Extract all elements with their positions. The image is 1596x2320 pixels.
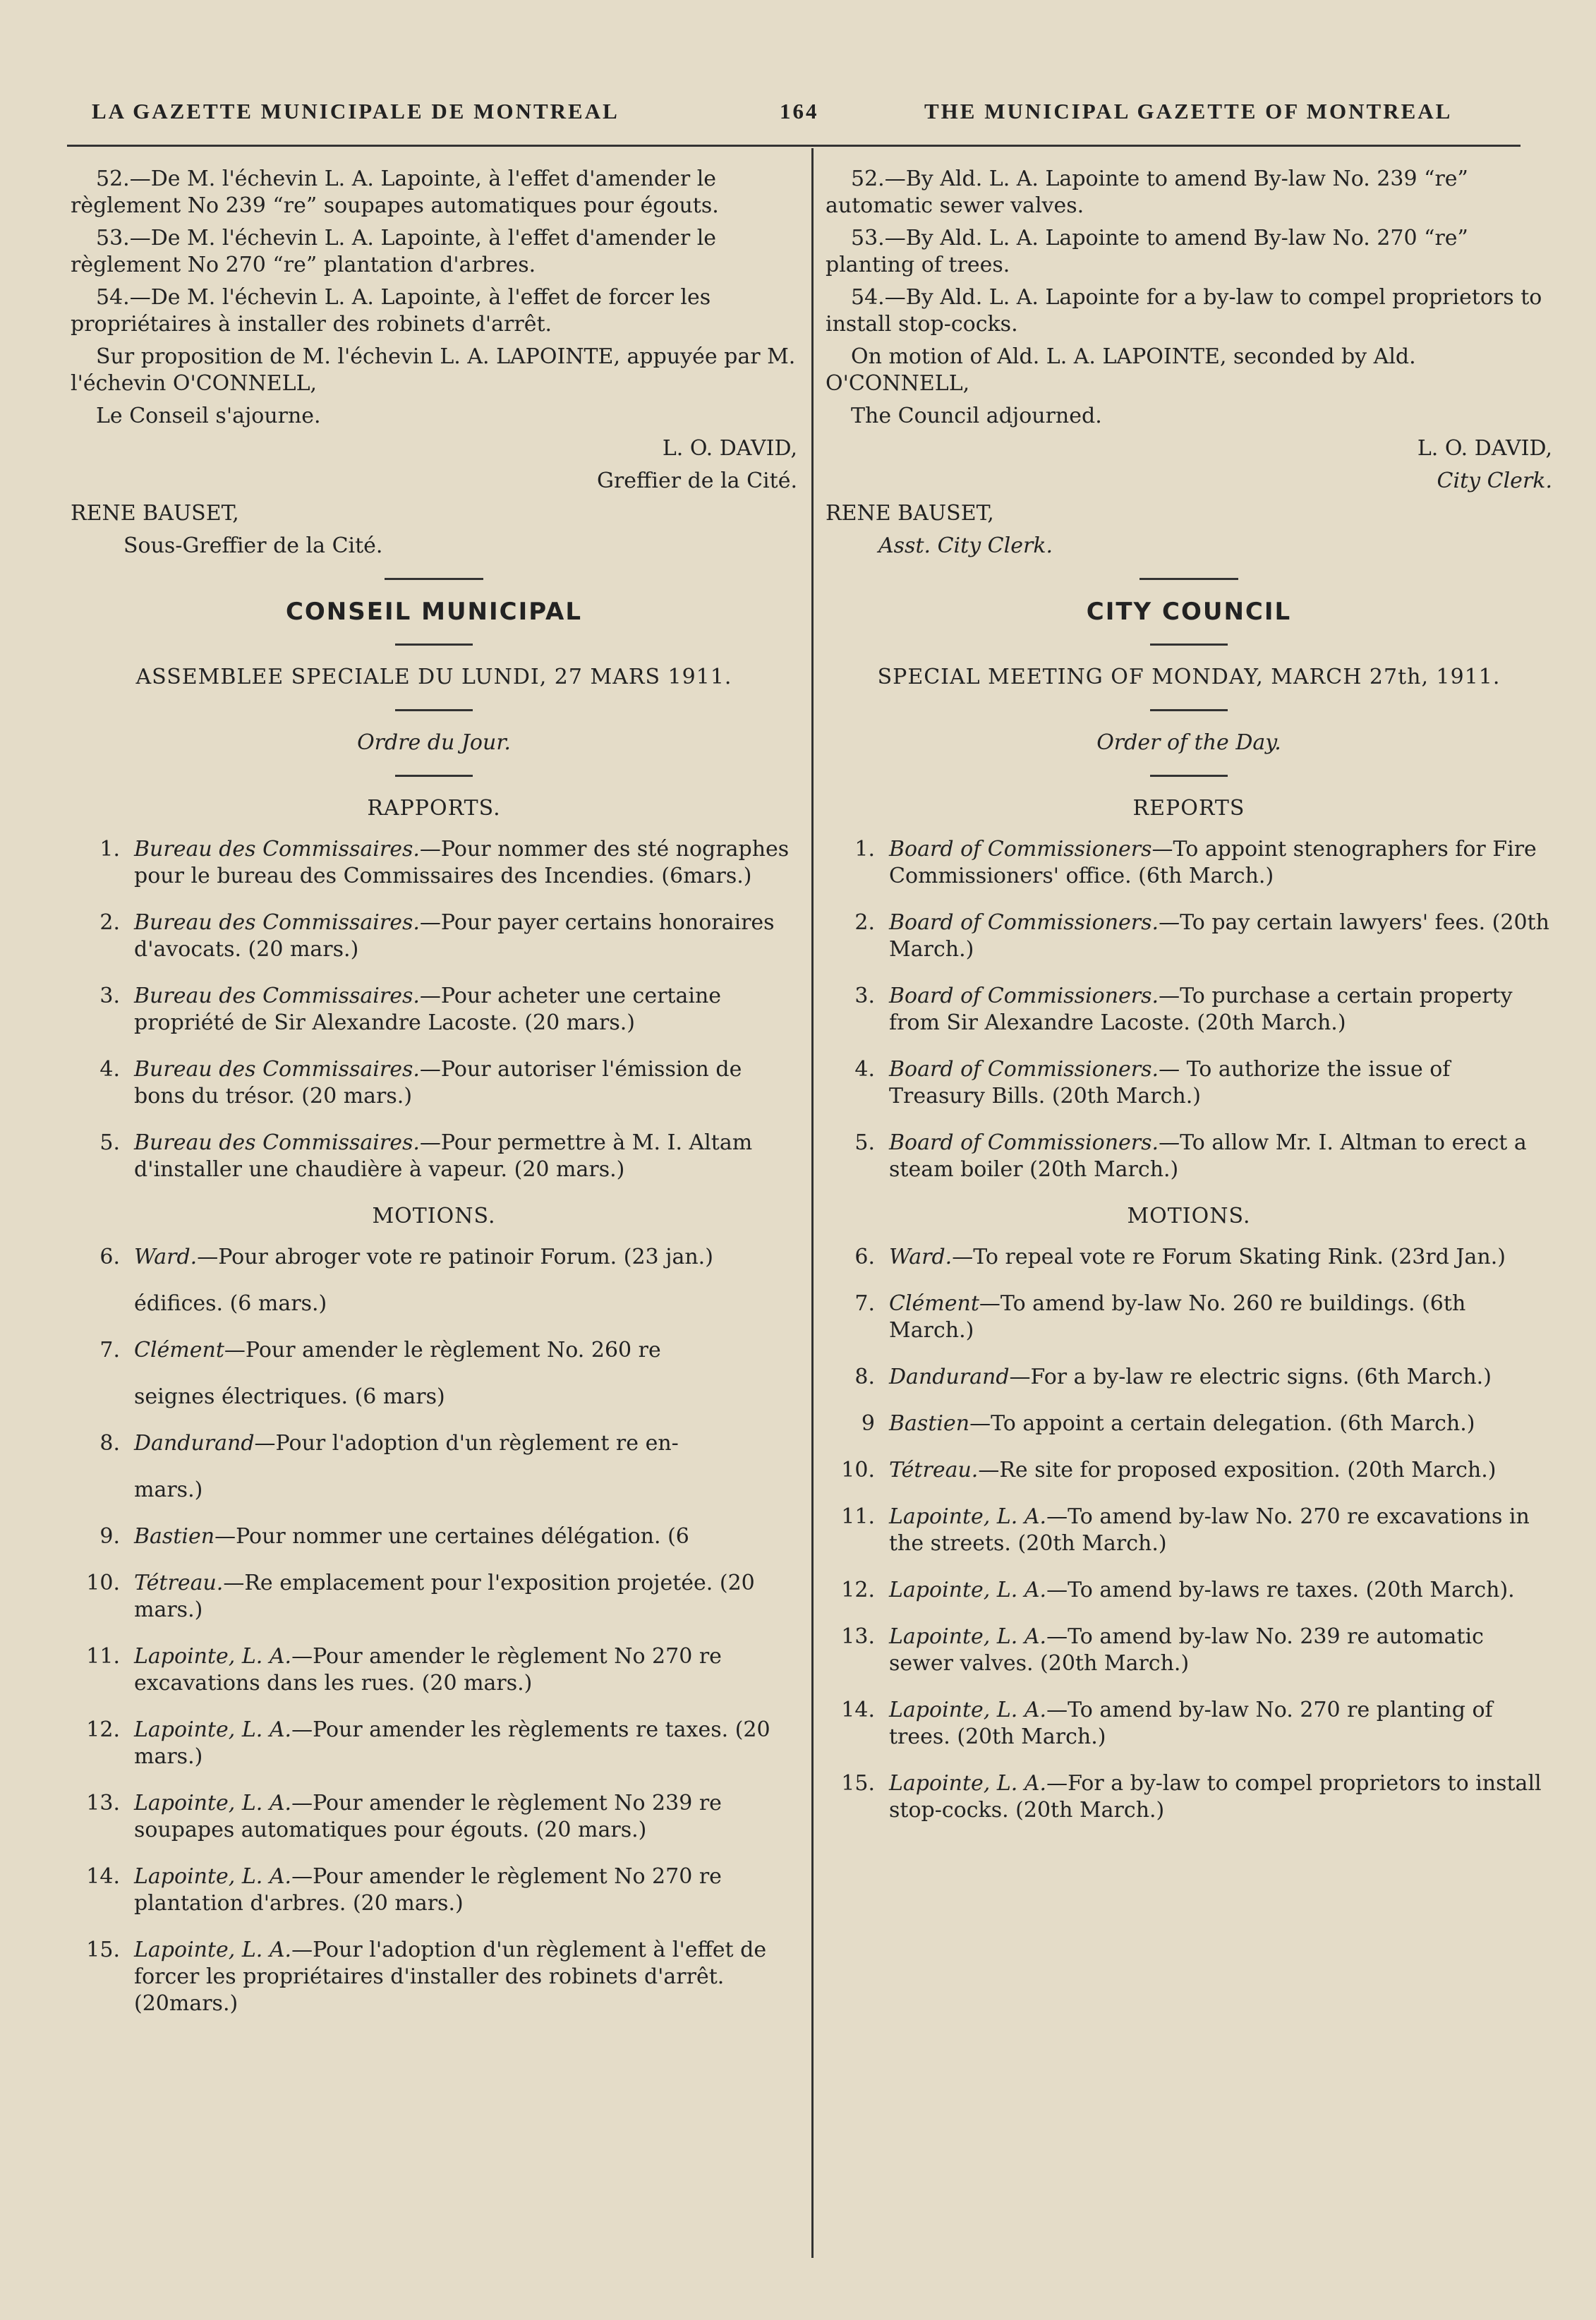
council-title: CITY COUNCIL	[1086, 598, 1292, 626]
item-text: —Re emplacement pour l'exposition projetée. (20 mars.)	[134, 1571, 755, 1622]
list-item	[71, 1291, 797, 1317]
assistant-title: Sous-Greffier de la Cité.	[123, 533, 383, 558]
item-body	[134, 910, 797, 963]
item-body	[889, 1056, 1552, 1110]
item-number: 1.	[99, 837, 120, 862]
item-text: —Pour nommer une certaines délégation. (6	[214, 1524, 689, 1549]
item-number: 7.	[854, 1291, 875, 1316]
item-body	[134, 1570, 797, 1624]
item-number: 5.	[99, 1130, 120, 1155]
item-label: Lapointe, L. A.	[134, 1864, 292, 1889]
item-label: Bureau des Commissaires.	[134, 984, 420, 1008]
reports-list	[71, 836, 797, 1183]
item-label: Lapointe, L. A.	[134, 1791, 292, 1815]
item-number: 14.	[841, 1698, 875, 1722]
item-text: —To amend by-law No. 260 re buildings. (6th March.)	[889, 1291, 1466, 1343]
separator	[1150, 709, 1228, 711]
item-text: mars.)	[134, 1478, 203, 1502]
assistant-title: Asst. City Clerk.	[878, 533, 1053, 558]
item-text: —Pour amender les règlements re taxes. (20 mars.)	[134, 1717, 770, 1769]
item-label: Bureau des Commissaires.	[134, 1130, 420, 1155]
separator	[1150, 775, 1228, 777]
council-title: CONSEIL MUNICIPAL	[285, 598, 583, 626]
header-rule	[67, 145, 1521, 147]
item-number: 3.	[99, 984, 120, 1008]
item-label: Bureau des Commissaires.	[134, 910, 420, 935]
item-label: Lapointe, L. A.	[134, 1938, 292, 1962]
item-body	[889, 836, 1552, 890]
item-text: —To appoint a certain delegation. (6th March.)	[969, 1411, 1475, 1436]
item-body	[889, 1410, 1552, 1437]
list-item	[71, 1643, 797, 1697]
item-text: —Pour permettre à M. I. Altam d'installer une chaudière à vapeur. (20 mars.)	[134, 1130, 753, 1182]
separator	[385, 578, 483, 580]
list-item	[71, 1937, 797, 2017]
item-body	[889, 1364, 1552, 1391]
list-item	[826, 1364, 1552, 1391]
reports-heading: REPORTS	[1132, 796, 1245, 821]
list-item	[71, 1863, 797, 1917]
item-text: —To amend by-law No. 239 re automatic sewer valves. (20th March.)	[889, 1624, 1484, 1676]
list-item	[826, 1504, 1552, 1557]
paragraph: 53.—De M. l'échevin L. A. Lapointe, à l'effet d'amender le règlement No 270 “re” plantation d'arbres.	[71, 226, 717, 277]
item-body	[889, 1130, 1552, 1183]
item-text: —To amend by-law No. 270 re planting of trees. (20th March.)	[889, 1698, 1493, 1749]
item-text: —Pour acheter une certaine propriété de Sir Alexandre Lacoste. (20 mars.)	[134, 984, 722, 1035]
list-item	[71, 983, 797, 1037]
item-text: —Pour nommer des sté nographes pour le bureau des Commissaires des Incendies. (6mars.)	[134, 837, 790, 888]
item-label: Lapointe, L. A.	[134, 1644, 292, 1669]
item-body	[134, 1130, 797, 1183]
item-text: —To amend by-law No. 270 re excavations in the streets. (20th March.)	[889, 1504, 1530, 1556]
list-item	[71, 1717, 797, 1770]
signature-title: City Clerk.	[1437, 469, 1552, 493]
item-number: 6.	[99, 1245, 120, 1269]
item-text: —Pour amender le règlement No 270 re plantation d'arbres. (20 mars.)	[134, 1864, 722, 1916]
item-body	[134, 1717, 797, 1770]
item-body	[134, 1790, 797, 1844]
item-body	[889, 1697, 1552, 1751]
list-item	[71, 1244, 797, 1271]
item-number: 14.	[86, 1864, 120, 1889]
item-text: édifices. (6 mars.)	[134, 1291, 327, 1316]
item-number: 11.	[841, 1504, 875, 1529]
separator	[395, 775, 473, 777]
column-divider	[811, 148, 814, 2258]
item-label: Clément	[889, 1291, 979, 1316]
item-label: Bastien	[134, 1524, 215, 1549]
item-body	[134, 1384, 797, 1410]
paragraph: 52.—De M. l'échevin L. A. Lapointe, à l'effet d'amender le règlement No 239 “re” soupapes automatiques pour égouts.	[71, 167, 719, 218]
item-number: 11.	[86, 1644, 120, 1669]
item-text: —Pour l'adoption d'un règlement à l'effet de forcer les propriétaires d'installer des robinets d'arrêt. (20mars.)	[134, 1938, 767, 2016]
item-text: —To appoint stenographers for Fire Commissioners' office. (6th March.)	[889, 837, 1537, 888]
separator	[1150, 644, 1228, 646]
list-item	[826, 1130, 1552, 1183]
left-column	[71, 166, 797, 2037]
motions-heading: MOTIONS.	[1127, 1204, 1251, 1228]
item-label: Lapointe, L. A.	[889, 1771, 1047, 1796]
item-label: Bastien	[889, 1411, 970, 1436]
item-number: 2.	[99, 910, 120, 935]
item-body	[134, 1430, 797, 1457]
paragraph: 54.—By Ald. L. A. Lapointe for a by-law to compel proprietors to install stop-cocks.	[826, 285, 1542, 337]
item-body	[134, 983, 797, 1037]
assistant-name: RENE BAUSET,	[826, 501, 994, 526]
item-number	[71, 1291, 134, 1317]
item-body	[889, 1457, 1552, 1484]
paragraph: 52.—By Ald. L. A. Lapointe to amend By-law No. 239 “re” automatic sewer valves.	[826, 167, 1468, 218]
item-label: Board of Commissioners.	[889, 1057, 1159, 1082]
item-text: —Re site for proposed exposition. (20th March.)	[978, 1458, 1497, 1482]
item-body	[134, 1291, 797, 1317]
paragraph: 54.—De M. l'échevin L. A. Lapointe, à l'effet de forcer les propriétaires à installer des robinets d'arrêt.	[71, 285, 711, 337]
item-text: —To amend by-laws re taxes. (20th March).	[1046, 1578, 1515, 1602]
list-item	[71, 1523, 797, 1550]
assistant-name: RENE BAUSET,	[71, 501, 239, 526]
item-number: 12.	[86, 1717, 120, 1742]
list-item	[71, 1570, 797, 1624]
item-text: —Pour l'adoption d'un règlement re en-	[254, 1431, 679, 1456]
item-text: seignes électriques. (6 mars)	[134, 1384, 445, 1409]
signature-name: L. O. DAVID,	[662, 436, 797, 461]
motions-heading: MOTIONS.	[372, 1204, 496, 1228]
list-item	[826, 836, 1552, 890]
item-label: Bureau des Commissaires.	[134, 1057, 420, 1082]
item-number: 6.	[854, 1245, 875, 1269]
item-body	[889, 1624, 1552, 1677]
list-item	[826, 1291, 1552, 1344]
reports-list	[826, 836, 1552, 1183]
item-body	[889, 1244, 1552, 1271]
item-number: 10.	[841, 1458, 875, 1482]
item-number: 7.	[99, 1338, 120, 1363]
item-body	[889, 1577, 1552, 1604]
item-label: Ward.	[134, 1245, 198, 1269]
item-number: 8.	[99, 1431, 120, 1456]
separator	[395, 709, 473, 711]
item-label: Clément	[134, 1338, 224, 1363]
paragraph: The Council adjourned.	[851, 404, 1102, 428]
item-label: Lapointe, L. A.	[889, 1698, 1047, 1722]
item-label: Dandurand	[889, 1365, 1010, 1389]
item-label: Board of Commissioners.	[889, 910, 1159, 935]
list-item	[826, 910, 1552, 963]
item-label: Tétreau.	[889, 1458, 979, 1482]
item-text: —For a by-law to compel proprietors to install stop-cocks. (20th March.)	[889, 1771, 1542, 1823]
item-number: 15.	[841, 1771, 875, 1796]
item-text: —Pour abroger vote re patinoir Forum. (23 jan.)	[197, 1245, 713, 1269]
item-body	[889, 1291, 1552, 1344]
item-number: 12.	[841, 1578, 875, 1602]
page-number: 164	[780, 99, 819, 123]
list-item	[71, 836, 797, 890]
item-body	[134, 1244, 797, 1271]
item-label: Lapointe, L. A.	[889, 1624, 1047, 1649]
item-label: Ward.	[889, 1245, 953, 1269]
item-number: 4.	[854, 1057, 875, 1082]
list-item	[71, 1430, 797, 1457]
item-text: —Pour amender le règlement No 270 re excavations dans les rues. (20 mars.)	[134, 1644, 722, 1696]
item-label: Lapointe, L. A.	[134, 1717, 292, 1742]
item-text: —To allow Mr. I. Altman to erect a steam boiler (20th March.)	[889, 1130, 1527, 1182]
signature-title: Greffier de la Cité.	[596, 469, 797, 493]
paragraph: 53.—By Ald. L. A. Lapointe to amend By-law No. 270 “re” planting of trees.	[826, 226, 1468, 277]
list-item	[71, 910, 797, 963]
item-number: 13.	[841, 1624, 875, 1649]
item-number: 4.	[99, 1057, 120, 1082]
paragraph: Sur proposition de M. l'échevin L. A. LAPOINTE, appuyée par M. l'échevin O'CONNELL,	[71, 344, 796, 396]
list-item	[71, 1056, 797, 1110]
item-text: —Pour amender le règlement No 239 re soupapes automatiques pour égouts. (20 mars.)	[134, 1791, 722, 1842]
item-body	[889, 1504, 1552, 1557]
item-label: Tétreau.	[134, 1571, 224, 1595]
item-body	[134, 1337, 797, 1364]
item-number: 3.	[854, 984, 875, 1008]
signature-name: L. O. DAVID,	[1417, 436, 1552, 461]
item-text: —To pay certain lawyers' fees. (20th March.)	[889, 910, 1549, 962]
list-item	[826, 1056, 1552, 1110]
item-number: 8.	[854, 1365, 875, 1389]
paragraph: Le Conseil s'ajourne.	[96, 404, 321, 428]
item-body	[134, 1523, 797, 1550]
motions-list	[71, 1244, 797, 2017]
item-body	[134, 836, 797, 890]
item-text: —Pour amender le règlement No. 260 re	[224, 1338, 661, 1363]
item-text: —For a by-law re electric signs. (6th March.)	[1009, 1365, 1492, 1389]
list-item	[71, 1790, 797, 1844]
item-number: 15.	[86, 1938, 120, 1962]
header-left: LA GAZETTE MUNICIPALE DE MONTREAL	[92, 99, 619, 123]
list-item	[826, 1457, 1552, 1484]
item-label: Dandurand	[134, 1431, 255, 1456]
meeting-title: SPECIAL MEETING OF MONDAY, MARCH 27th, 1911.	[877, 665, 1501, 689]
item-number: 2.	[854, 910, 875, 935]
item-label: Bureau des Commissaires.	[134, 837, 420, 862]
list-item	[826, 1624, 1552, 1677]
item-text: —To repeal vote re Forum Skating Rink. (23rd Jan.)	[952, 1245, 1506, 1269]
list-item	[71, 1477, 797, 1504]
item-body	[889, 910, 1552, 963]
item-label: Board of Commissioners.	[889, 1130, 1159, 1155]
order-title: Order of the Day.	[1096, 730, 1281, 755]
list-item	[826, 1577, 1552, 1604]
item-label: Board of Commissioners.	[889, 984, 1159, 1008]
item-body	[134, 1937, 797, 2017]
item-text: —Pour payer certains honoraires d'avocats. (20 mars.)	[134, 910, 775, 962]
item-body	[134, 1643, 797, 1697]
list-item	[826, 1697, 1552, 1751]
item-body	[134, 1056, 797, 1110]
list-item	[826, 1770, 1552, 1824]
separator	[395, 644, 473, 646]
item-number: 9	[861, 1411, 875, 1436]
item-number: 10.	[86, 1571, 120, 1595]
item-label: Board of Commissioners	[889, 837, 1152, 862]
separator	[1139, 578, 1238, 580]
list-item	[71, 1130, 797, 1183]
list-item	[826, 1410, 1552, 1437]
list-item	[826, 1244, 1552, 1271]
item-number: 5.	[854, 1130, 875, 1155]
header-right: THE MUNICIPAL GAZETTE OF MONTREAL	[924, 99, 1453, 123]
list-item	[71, 1384, 797, 1410]
item-number: 9.	[99, 1524, 120, 1549]
item-body	[889, 1770, 1552, 1824]
item-body	[889, 983, 1552, 1037]
list-item	[71, 1337, 797, 1364]
reports-heading: RAPPORTS.	[367, 796, 501, 821]
item-number	[71, 1384, 134, 1410]
right-column	[826, 166, 1552, 1844]
list-item	[826, 983, 1552, 1037]
item-body	[134, 1477, 797, 1504]
order-title: Ordre du Jour.	[357, 730, 511, 755]
motions-list	[826, 1244, 1552, 1824]
item-number: 13.	[86, 1791, 120, 1815]
item-number	[71, 1477, 134, 1504]
item-text: —To purchase a certain property from Sir Alexandre Lacoste. (20th March.)	[889, 984, 1513, 1035]
paragraph: On motion of Ald. L. A. LAPOINTE, seconded by Ald. O'CONNELL,	[826, 344, 1416, 396]
meeting-title: ASSEMBLEE SPECIALE DU LUNDI, 27 MARS 1911.	[135, 665, 732, 689]
item-number: 1.	[854, 837, 875, 862]
item-label: Lapointe, L. A.	[889, 1504, 1047, 1529]
item-label: Lapointe, L. A.	[889, 1578, 1047, 1602]
item-text: — To authorize the issue of Treasury Bills. (20th March.)	[889, 1057, 1451, 1108]
item-text: —Pour autoriser l'émission de bons du trésor. (20 mars.)	[134, 1057, 742, 1108]
item-body	[134, 1863, 797, 1917]
